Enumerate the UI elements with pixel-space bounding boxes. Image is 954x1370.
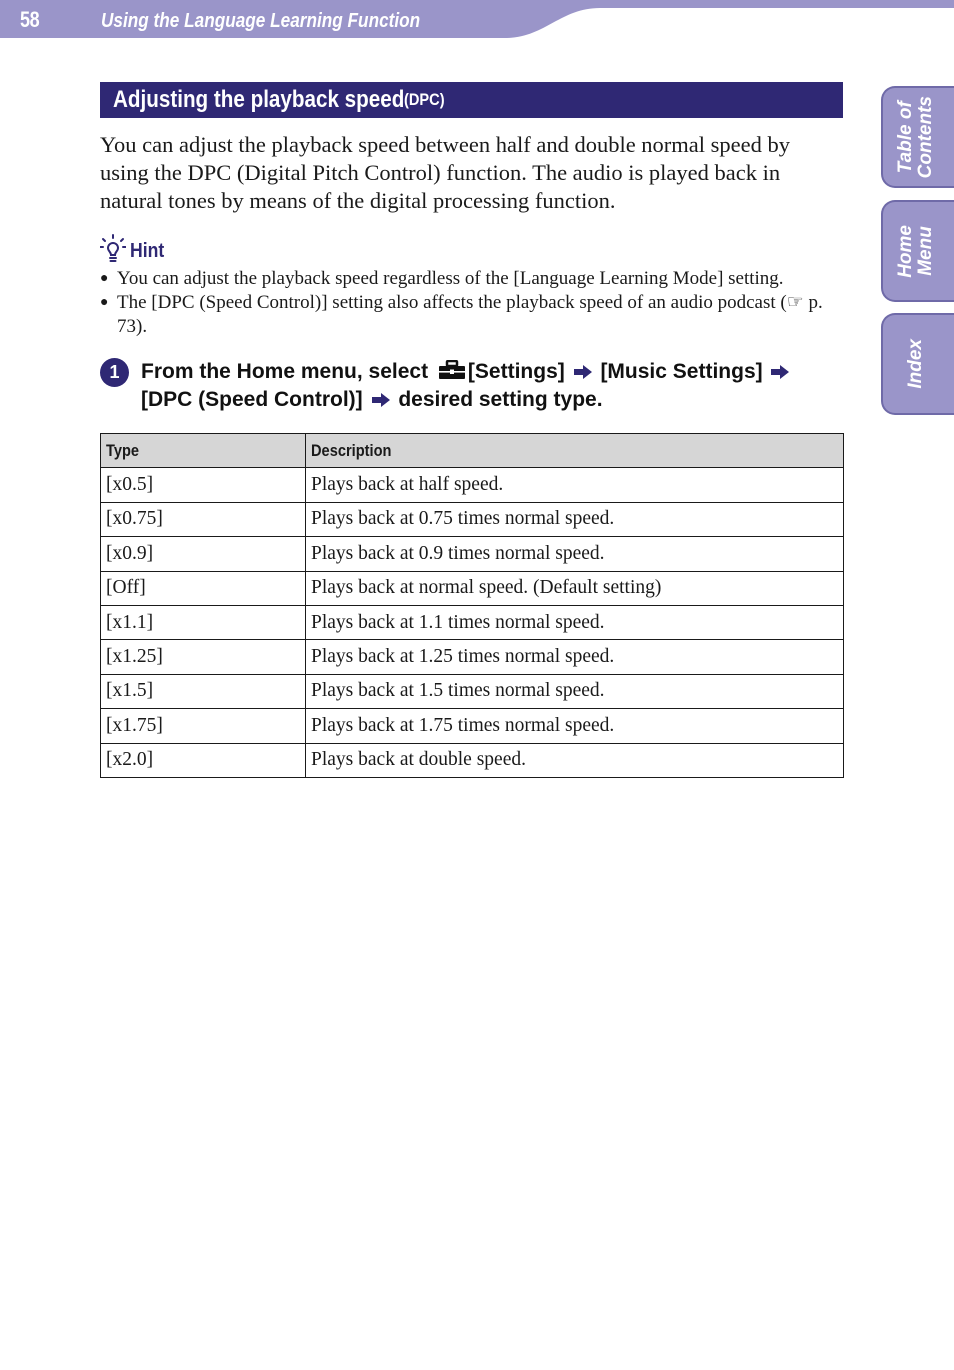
section-heading-title: Adjusting the playback speed [113,86,405,113]
bullet-icon: ● [100,295,109,310]
table-row [101,502,844,536]
table-row [101,605,844,639]
cell-description: Plays back at double speed. [306,743,844,777]
column-header-description: Description [306,434,844,468]
cell-type: [x1.5] [101,674,306,708]
arrow-right-icon [573,364,593,380]
column-header-type: Type [101,434,306,468]
chapter-title: Using the Language Learning Function [101,10,421,32]
intro-paragraph: You can adjust the playback speed between half and double normal speed by using the DPC (Digital Pitch Control) function. The audio is played back in natural tones by means of the digital processing function. [100,132,791,213]
cell-description: Plays back at normal speed. (Default setting) [306,571,844,605]
hint-item-text: You can adjust the playback speed regardless of the [Language Learning Mode] setting. [117,268,784,289]
hint-heading [100,236,169,266]
step-settings: [Settings] [467,360,565,383]
table-row [101,537,844,571]
cell-type: [x0.9] [101,537,306,571]
cell-type: [x1.75] [101,709,306,743]
table-row [101,571,844,605]
page-number: 58 [20,7,40,32]
step-dpc: [DPC (Speed Control)] [141,388,363,411]
hint-item [100,267,840,291]
page-header [0,0,954,40]
cell-type: [x0.75] [101,502,306,536]
tab-home-menu[interactable] [881,200,954,302]
step-instruction [141,358,841,414]
step-prefix: From the Home menu, select [141,360,429,383]
tab-home-menu-label: Home Menu [895,224,936,278]
hint-list [100,267,840,339]
bullet-icon: ● [100,271,109,286]
cell-type: [x1.1] [101,605,306,639]
cell-description: Plays back at 0.9 times normal speed. [306,537,844,571]
cell-description: Plays back at half speed. [306,468,844,502]
cell-type: [Off] [101,571,306,605]
tab-index-label: Index [905,339,926,389]
hint-label: Hint [130,239,165,262]
lightbulb-icon [100,234,126,269]
section-heading-suffix: (DPC) [403,90,445,109]
tab-index[interactable] [881,313,954,415]
table-row [101,709,844,743]
cell-description: Plays back at 1.5 times normal speed. [306,674,844,708]
step-music-settings: [Music Settings] [600,360,763,383]
table-row [101,468,844,502]
tab-table-of-contents-label: Table of Contents [895,95,936,179]
section-heading [100,82,843,118]
dpc-settings-table [100,433,844,778]
step-number-badge: 1 [100,358,129,387]
table-header-row [101,434,844,468]
arrow-right-icon [371,392,391,408]
table-row [101,674,844,708]
table-row [101,743,844,777]
cell-type: [x1.25] [101,640,306,674]
cell-description: Plays back at 1.75 times normal speed. [306,709,844,743]
cell-type: [x0.5] [101,468,306,502]
cell-description: Plays back at 1.25 times normal speed. [306,640,844,674]
step-suffix: desired setting type. [398,388,603,411]
table-row [101,640,844,674]
toolbox-icon [438,360,466,380]
hint-item-text: The [DPC (Speed Control)] setting also affects the playback speed of an audio podcast (☞ p. 73). [117,292,823,337]
cell-type: [x2.0] [101,743,306,777]
arrow-right-icon [770,364,790,380]
tab-table-of-contents[interactable] [881,86,954,188]
cell-description: Plays back at 0.75 times normal speed. [306,502,844,536]
hint-item [100,291,840,339]
cell-description: Plays back at 1.1 times normal speed. [306,605,844,639]
